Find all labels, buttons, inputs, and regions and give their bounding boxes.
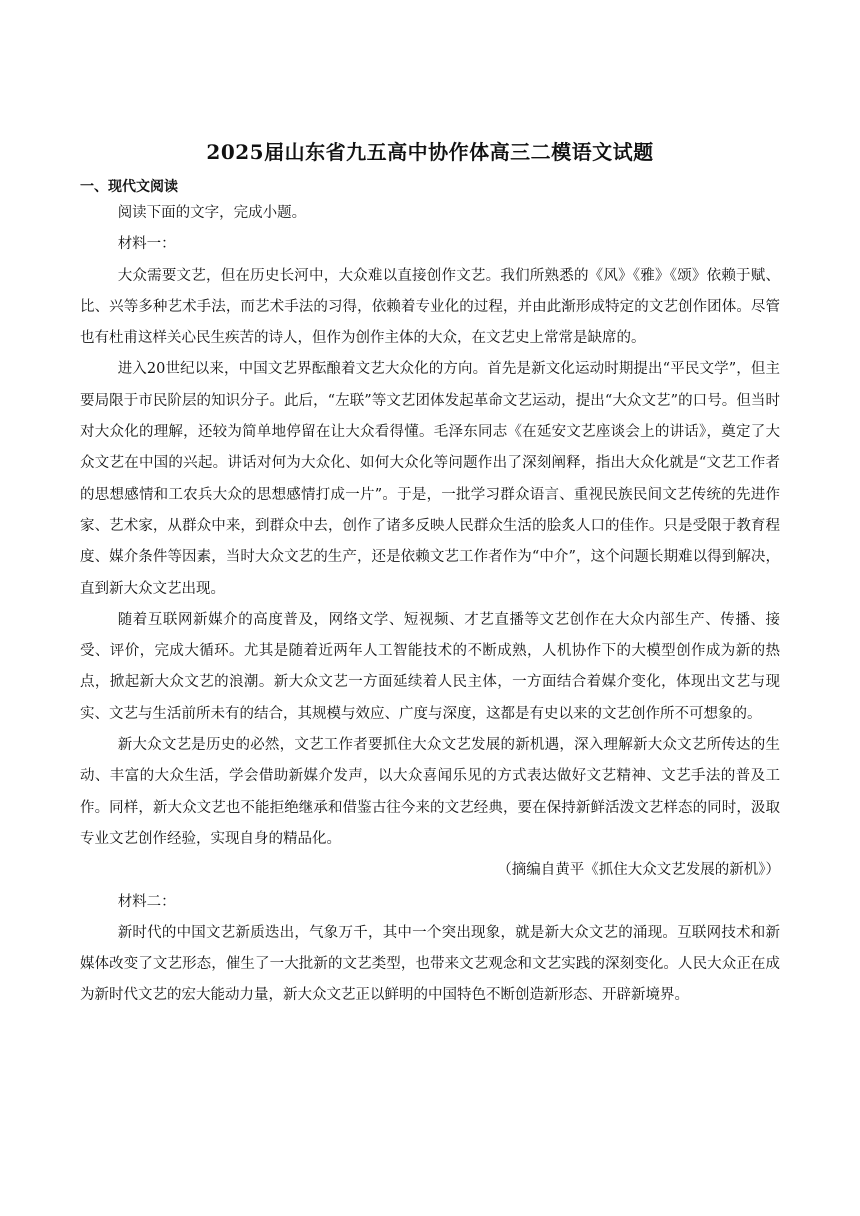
material1-paragraph: 新大众文艺是历史的必然，文艺工作者要抓住大众文艺发展的新机遇，深入理解新大众文艺所传达的生动、丰富的大众生活，学会借助新媒介发声，以大众喜闻乐见的方式表达做好文艺精神、文艺手法的普及工作。同样，新大众文艺也不能拒绝继承和借鉴古往今来的文艺经典，要在保持新鲜活泼文艺样态的同时，汲取专业文艺创作经验，实现自身的精品化。 bbox=[80, 737, 780, 847]
material1-label: 材料一： bbox=[117, 236, 176, 253]
section-heading: 一、现代文阅读 bbox=[80, 179, 178, 195]
page-title: 2025届山东省九五高中协作体高三二模语文试题 bbox=[206, 140, 654, 164]
instruction-text: 阅读下面的文字，完成小题。 bbox=[117, 205, 307, 221]
material2-label: 材料二： bbox=[117, 893, 176, 910]
material1-paragraph: 大众需要文艺，但在历史长河中，大众难以直接创作文艺。我们所熟悉的《风》《雅》《颂》依赖于赋、比、兴等多种艺术手法，而艺术手法的习得，依赖着专业化的过程，并由此渐形成特定的文艺创作团体。尽管也有杜甫这样关心民生疾苦的诗人，但作为创作主体的大众，在文艺史上常常是缺席的。 bbox=[80, 267, 780, 347]
material1-source: （摘编自黄平《抓住大众文艺发展的新机》） bbox=[497, 862, 780, 879]
body-text bbox=[80, 198, 780, 1012]
material2-paragraph: 新时代的中国文艺新质迭出，气象万千，其中一个突出现象，就是新大众文艺的涌现。互联网技术和新媒体改变了文艺形态，催生了一大批新的文艺类型，也带来文艺观念和文艺实践的深刻变化。人民大众正在成为新时代文艺的宏大能动力量，新大众文艺正以鲜明的中国特色不断创造新形态、开辟新境界。 bbox=[80, 924, 780, 1004]
material1-paragraph: 进入20世纪以来，中国文艺界酝酿着文艺大众化的方向。首先是新文化运动时期提出“平民文学”，但主要局限于市民阶层的知识分子。此后，“左联”等文艺团体发起革命文艺运动，提出“大众文艺”的口号。但当时对大众化的理解，还较为简单地停留在让大众看得懂。毛泽东同志《在延安文艺座谈会上的讲话》，奠定了大众文艺在中国的兴起。讲话对何为大众化、如何大众化等问题作出了深刻阐释，指出大众化就是“文艺工作者的思想感情和工农兵大众的思想感情打成一片”。于是，一批学习群众语言、重视民族民间文艺传统的先进作家、艺术家，从群众中来，到群众中去，创作了诸多反映人民群众生活的脍炙人口的佳作。只是受限于教育程度、媒介条件等因素，当时大众文艺的生产，还是依赖文艺工作者作为“中介”，这个问题长期难以得到解决，直到新大众文艺出现。 bbox=[80, 361, 780, 597]
material1-paragraph: 随着互联网新媒介的高度普及，网络文学、短视频、才艺直播等文艺创作在大众内部生产、传播、接受、评价，完成大循环。尤其是随着近两年人工智能技术的不断成熟，人机协作下的大模型创作成为新的热点，掀起新大众文艺的浪潮。新大众文艺一方面延续着人民主体，一方面结合着媒介变化，体现出文艺与现实、文艺与生活前所未有的结合，其规模与效应、广度与深度，这都是有史以来的文艺创作所不可想象的。 bbox=[80, 611, 780, 722]
